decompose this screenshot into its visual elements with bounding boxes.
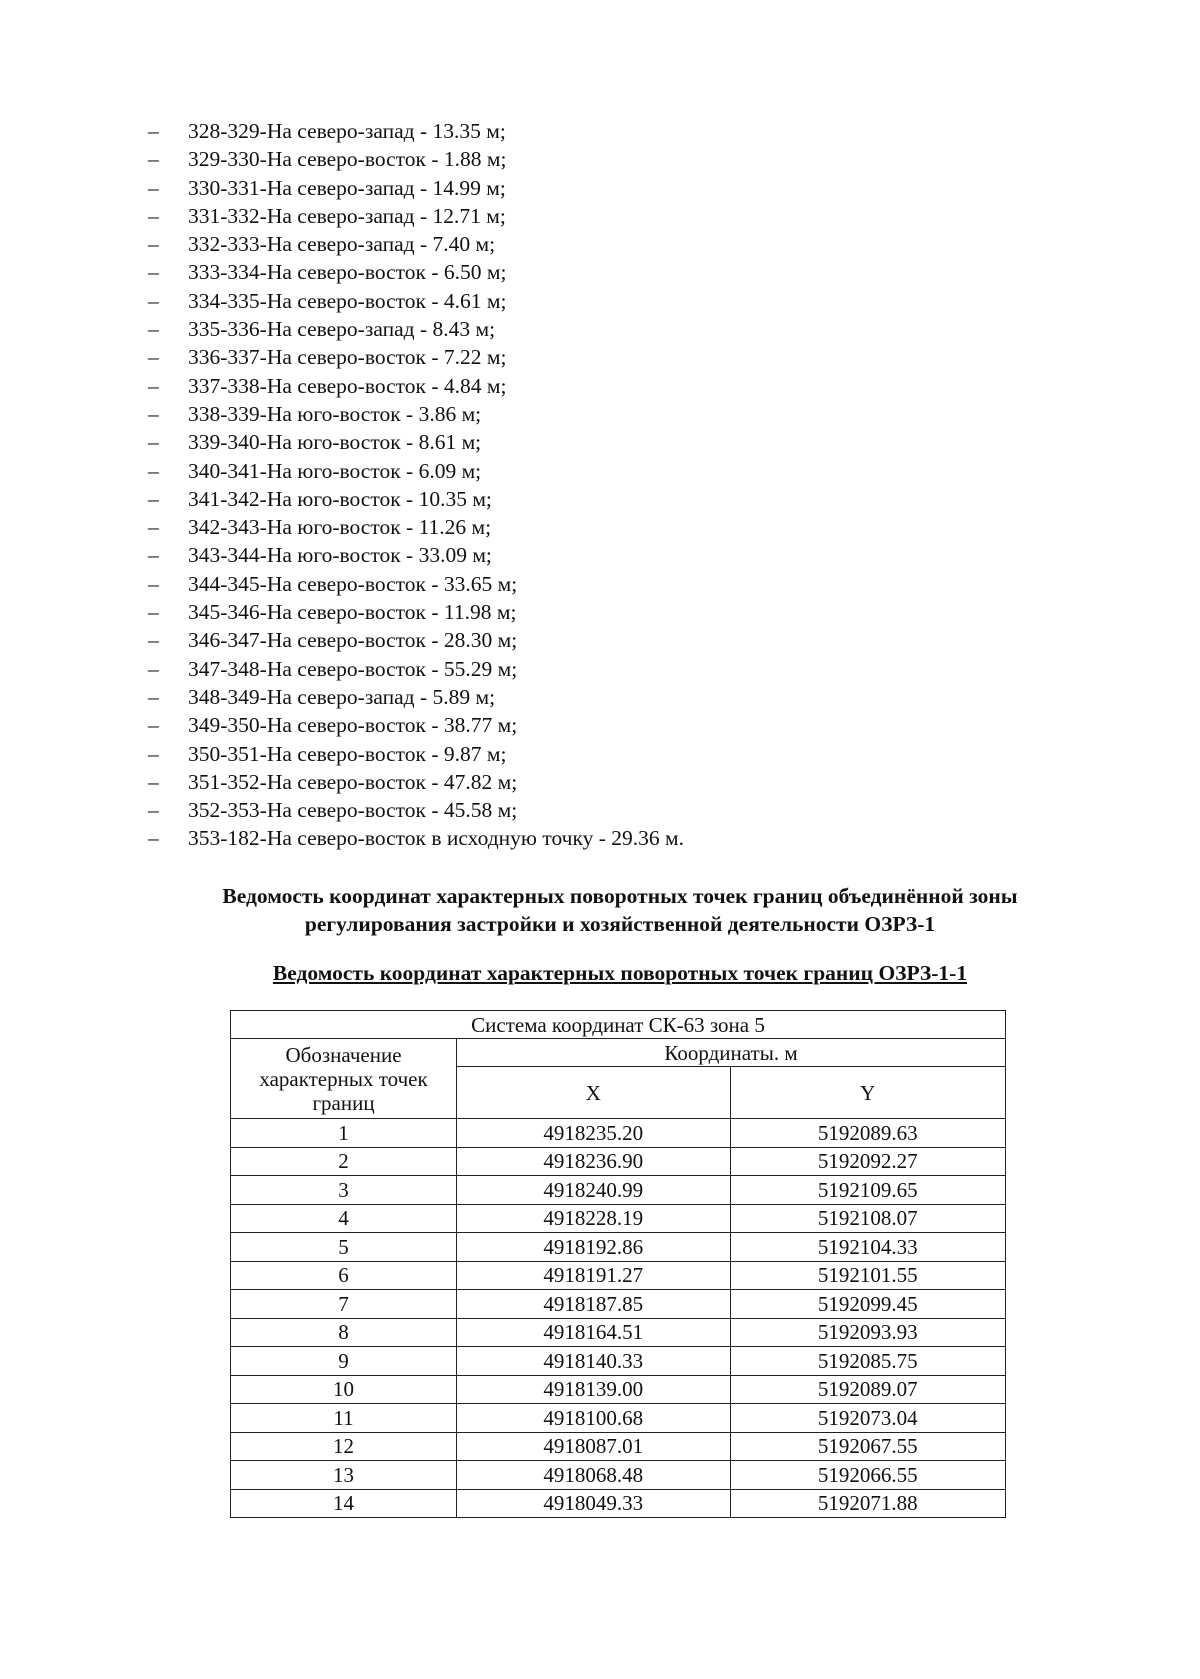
- table-row: [231, 1261, 1006, 1290]
- designation-header: Обозначение характерных точек границ: [231, 1039, 457, 1119]
- list-item: [148, 655, 684, 683]
- x-value-cell: 4918235.20: [457, 1119, 730, 1148]
- x-value-cell: 4918068.48: [457, 1461, 730, 1490]
- dash-bullet: –: [148, 119, 159, 143]
- list-item: [148, 485, 684, 513]
- heading-line-2: регулирования застройки и хозяйственной деятельности ОЗРЗ-1: [304, 912, 936, 936]
- y-value-cell: 5192085.75: [730, 1347, 1005, 1376]
- list-item: [148, 174, 684, 202]
- list-item: [148, 287, 684, 315]
- document-heading: [130, 882, 1110, 938]
- segment-text: 347-348-На северо-восток - 55.29 м;: [188, 656, 518, 681]
- coordinate-system-cell: Система координат СК-63 зона 5: [231, 1011, 1006, 1039]
- segment-text: 329-330-На северо-восток - 1.88 м;: [188, 147, 507, 172]
- segment-text: 337-338-На северо-восток - 4.84 м;: [188, 373, 507, 398]
- dash-bullet: –: [148, 798, 159, 823]
- dash-bullet: –: [148, 430, 159, 455]
- x-value-cell: 4918236.90: [457, 1147, 730, 1176]
- segment-text: 351-352-На северо-восток - 47.82 м;: [188, 769, 518, 794]
- segment-text: 349-350-На северо-восток - 38.77 м;: [188, 713, 518, 738]
- list-item: [148, 145, 684, 173]
- y-value-cell: 5192071.88: [730, 1489, 1005, 1518]
- segment-text: 335-336-На северо-запад - 8.43 м;: [188, 317, 496, 342]
- segment-text: 330-331-На северо-запад - 14.99 м;: [188, 175, 506, 200]
- segment-text: 341-342-На юго-восток - 10.35 м;: [188, 486, 492, 511]
- segment-text: 350-351-На северо-восток - 9.87 м;: [188, 741, 507, 766]
- list-item: [148, 626, 684, 654]
- y-value-cell: 5192089.63: [730, 1119, 1005, 1148]
- x-header: X: [457, 1067, 730, 1119]
- segment-text: 353-182-На северо-восток в исходную точку - 29.36 м.: [188, 826, 684, 851]
- x-value-cell: 4918140.33: [457, 1347, 730, 1376]
- list-item: [148, 711, 684, 739]
- table-heading: Ведомость координат характерных поворотных точек границ ОЗРЗ-1-1: [272, 961, 968, 985]
- list-item: [148, 457, 684, 485]
- dash-bullet: –: [148, 515, 159, 540]
- list-item: [148, 372, 684, 400]
- dash-bullet: –: [148, 684, 159, 709]
- segment-text: 348-349-На северо-запад - 5.89 м;: [188, 684, 496, 709]
- segment-text: 345-346-На северо-восток - 11.98 м;: [188, 600, 517, 625]
- list-item: [148, 541, 684, 569]
- point-number-cell: 10: [231, 1375, 457, 1404]
- y-value-cell: 5192067.55: [730, 1432, 1005, 1461]
- segment-text: 352-353-На северо-восток - 45.58 м;: [188, 798, 518, 823]
- point-number-cell: 9: [231, 1347, 457, 1376]
- y-value-cell: 5192104.33: [730, 1233, 1005, 1262]
- dash-bullet: –: [148, 571, 159, 596]
- x-value-cell: 4918240.99: [457, 1176, 730, 1205]
- y-value-cell: 5192073.04: [730, 1404, 1005, 1433]
- dash-bullet: –: [148, 713, 159, 738]
- table-row: [231, 1347, 1006, 1376]
- y-value-cell: 5192108.07: [730, 1204, 1005, 1233]
- x-value-cell: 4918139.00: [457, 1375, 730, 1404]
- y-value-cell: 5192092.27: [730, 1147, 1005, 1176]
- x-value-cell: 4918087.01: [457, 1432, 730, 1461]
- table-row: [231, 1119, 1006, 1148]
- dash-bullet: –: [148, 203, 159, 228]
- segment-text: 339-340-На юго-восток - 8.61 м;: [188, 430, 482, 455]
- table-row: [231, 1290, 1006, 1319]
- dash-bullet: –: [148, 317, 159, 342]
- segment-text: 333-334-На северо-восток - 6.50 м;: [188, 260, 507, 285]
- table-row: [231, 1204, 1006, 1233]
- y-value-cell: 5192099.45: [730, 1290, 1005, 1319]
- list-item: [148, 570, 684, 598]
- list-item: [148, 824, 684, 852]
- coordinates-table: [230, 1010, 1006, 1518]
- dash-bullet: –: [148, 175, 159, 200]
- point-number-cell: 3: [231, 1176, 457, 1205]
- list-item: [148, 428, 684, 456]
- list-item: [148, 230, 684, 258]
- dash-bullet: –: [148, 345, 159, 370]
- list-item: [148, 202, 684, 230]
- list-item: [148, 768, 684, 796]
- table-row: [231, 1318, 1006, 1347]
- point-number-cell: 13: [231, 1461, 457, 1490]
- list-item: [148, 400, 684, 428]
- point-number-cell: 6: [231, 1261, 457, 1290]
- dash-bullet: –: [148, 769, 159, 794]
- x-value-cell: 4918049.33: [457, 1489, 730, 1518]
- table-row: [231, 1147, 1006, 1176]
- dash-bullet: –: [148, 486, 159, 511]
- table-row: [231, 1489, 1006, 1518]
- list-item: [148, 315, 684, 343]
- list-item: [148, 598, 684, 626]
- segment-text: 336-337-На северо-восток - 7.22 м;: [188, 345, 507, 370]
- point-number-cell: 4: [231, 1204, 457, 1233]
- segment-list: [148, 117, 684, 853]
- point-number-cell: 7: [231, 1290, 457, 1319]
- segment-text: 344-345-На северо-восток - 33.65 м;: [188, 571, 518, 596]
- dash-bullet: –: [148, 373, 159, 398]
- table-row: [231, 1375, 1006, 1404]
- y-value-cell: 5192089.07: [730, 1375, 1005, 1404]
- point-number-cell: 8: [231, 1318, 457, 1347]
- y-value-cell: 5192109.65: [730, 1176, 1005, 1205]
- dash-bullet: –: [148, 741, 159, 766]
- table-row: [231, 1404, 1006, 1433]
- segment-text: 346-347-На северо-восток - 28.30 м;: [188, 628, 518, 653]
- y-value-cell: 5192101.55: [730, 1261, 1005, 1290]
- coordinates-header: Координаты. м: [457, 1039, 1006, 1067]
- y-value-cell: 5192066.55: [730, 1461, 1005, 1490]
- point-number-cell: 11: [231, 1404, 457, 1433]
- list-item: [148, 740, 684, 768]
- point-number-cell: 12: [231, 1432, 457, 1461]
- segment-text: 332-333-На северо-запад - 7.40 м;: [188, 232, 496, 257]
- point-number-cell: 1: [231, 1119, 457, 1148]
- x-value-cell: 4918187.85: [457, 1290, 730, 1319]
- point-number-cell: 14: [231, 1489, 457, 1518]
- x-value-cell: 4918192.86: [457, 1233, 730, 1262]
- list-item: [148, 683, 684, 711]
- y-header: Y: [730, 1067, 1005, 1119]
- segment-text: 342-343-На юго-восток - 11.26 м;: [188, 515, 492, 540]
- dash-bullet: –: [148, 260, 159, 285]
- dash-bullet: –: [148, 401, 159, 426]
- dash-bullet: –: [148, 656, 159, 681]
- dash-bullet: –: [148, 543, 159, 568]
- point-number-cell: 2: [231, 1147, 457, 1176]
- coordinates-table-body: [231, 1119, 1006, 1518]
- list-item: [148, 258, 684, 286]
- segment-text: 331-332-На северо-запад - 12.71 м;: [188, 203, 506, 228]
- x-value-cell: 4918164.51: [457, 1318, 730, 1347]
- segment-text: 340-341-На юго-восток - 6.09 м;: [188, 458, 482, 483]
- list-item: [148, 513, 684, 541]
- x-value-cell: 4918228.19: [457, 1204, 730, 1233]
- list-item: [148, 796, 684, 824]
- x-value-cell: 4918100.68: [457, 1404, 730, 1433]
- dash-bullet: –: [148, 826, 159, 851]
- table-row: [231, 1233, 1006, 1262]
- dash-bullet: –: [148, 288, 159, 313]
- segment-text: 334-335-На северо-восток - 4.61 м;: [188, 288, 507, 313]
- dash-bullet: –: [148, 232, 159, 257]
- list-item: [148, 343, 684, 371]
- dash-bullet: –: [148, 600, 159, 625]
- table-row: [231, 1176, 1006, 1205]
- table-row: [231, 1461, 1006, 1490]
- x-value-cell: 4918191.27: [457, 1261, 730, 1290]
- segment-text: 343-344-На юго-восток - 33.09 м;: [188, 543, 492, 568]
- segment-text: 328-329-На северо-запад - 13.35 м;: [188, 119, 506, 143]
- dash-bullet: –: [148, 147, 159, 172]
- table-row: [231, 1432, 1006, 1461]
- dash-bullet: –: [148, 628, 159, 653]
- segment-text: 338-339-На юго-восток - 3.86 м;: [188, 401, 482, 426]
- list-item: [148, 117, 684, 145]
- dash-bullet: –: [148, 458, 159, 483]
- y-value-cell: 5192093.93: [730, 1318, 1005, 1347]
- point-number-cell: 5: [231, 1233, 457, 1262]
- heading-line-1: Ведомость координат характерных поворотных точек границ объединённой зоны: [222, 884, 1018, 908]
